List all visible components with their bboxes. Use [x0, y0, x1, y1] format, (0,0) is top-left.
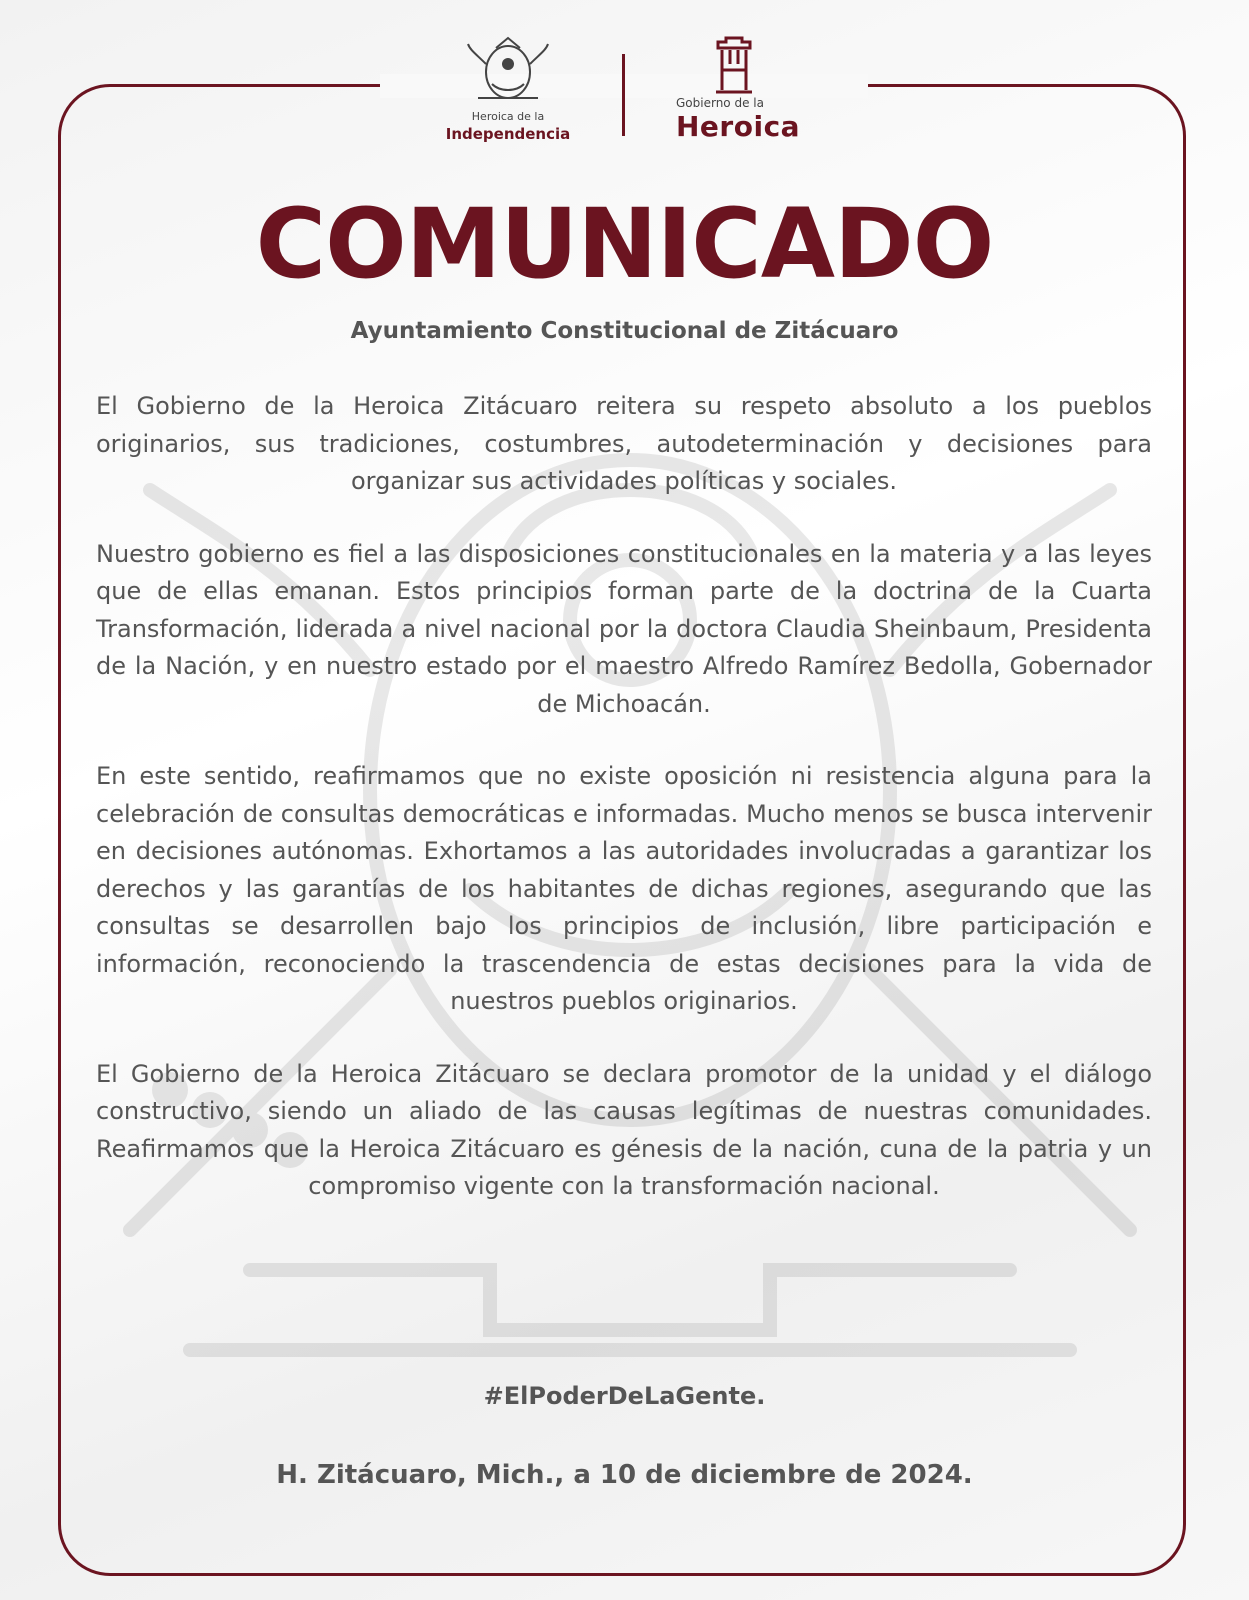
left-logo-big-text: Independencia [445, 125, 571, 143]
communique-body [96, 388, 1152, 1241]
left-logo-small-text: Heroica de la [471, 110, 545, 123]
paragraph-2: Nuestro gobierno es fiel a las disposiciones constitucionales en la materia y a las leyes que de ellas emanan. Estos principios forman parte de la doctrina de la Cuarta Transformación, liderada a nivel nacional por la doctora Claudia Sheinbaum, Presidenta de la Nación, y en nuestro estado por el maestro Alfredo Ramírez Bedolla, Gobernador de Michoacán. [96, 539, 1152, 718]
header [0, 28, 1249, 158]
gobierno-heroica-logo [672, 28, 822, 152]
heroica-independencia-logo [436, 28, 580, 152]
right-logo-small-text: Gobierno de la [676, 96, 764, 110]
paragraph-1: El Gobierno de la Heroica Zitácuaro reitera su respeto absoluto a los pueblos originarios, sus tradiciones, costumbres, autodeterminación y decisiones para organizar sus actividades políticas y sociales. [96, 392, 1152, 495]
page-subtitle: Ayuntamiento Constitucional de Zitácuaro [350, 318, 899, 344]
right-logo-big-text: Heroica [676, 110, 801, 143]
logo-divider [622, 54, 625, 136]
paragraph-4: El Gobierno de la Heroica Zitácuaro se declara promotor de la unidad y el diálogo constructivo, siendo un aliado de las causas legítimas de nuestras comunidades. Reafirmamos que la Heroica Zitácuaro es génesis de la nación, cuna de la patria y un compromiso vigente con la transformación nacional. [96, 1059, 1152, 1200]
eagle-crest-icon [466, 34, 550, 106]
heroica-h-icon [712, 34, 756, 94]
hashtag: #ElPoderDeLaGente. [483, 1382, 766, 1410]
page-title: COMUNICADO [255, 188, 994, 300]
dateline: H. Zitácuaro, Mich., a 10 de diciembre de 2024. [276, 1460, 973, 1490]
paragraph-3: En este sentido, reafirmamos que no existe oposición ni resistencia alguna para la celebración de consultas democráticas e informadas. Mucho menos se busca intervenir en decisiones autónomas. Exhortamos a las autoridades involucradas a garantizar los derechos y las garantías de los habitantes de dichas regiones, asegurando que las consultas se desarrollen bajo los principios de inclusión, libre participación e información, reconociendo la trascendencia de estas decisiones para la vida de nuestros pueblos originarios. [96, 762, 1152, 1015]
